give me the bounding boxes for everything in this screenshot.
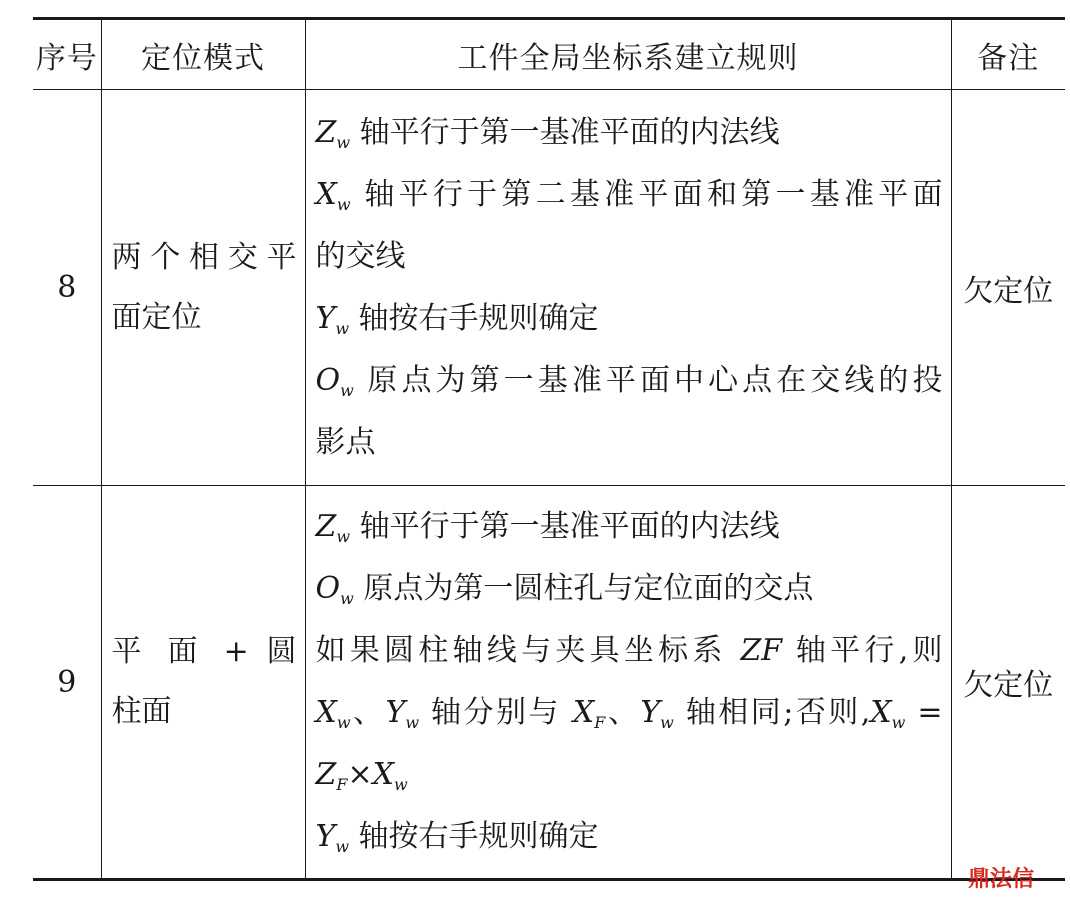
subscript: F	[594, 713, 606, 732]
row-number: 8	[57, 270, 77, 305]
rule-line	[316, 412, 943, 474]
rule-text: 影点	[315, 424, 376, 460]
rule-line	[316, 682, 943, 744]
rule-text: 原点为第一圆柱孔与定位面的交点	[353, 571, 814, 606]
row-mode	[101, 90, 305, 486]
mode-line: 面定位	[111, 299, 202, 335]
rule-text: 轴相同;否则,	[673, 695, 871, 730]
subscript: w	[335, 318, 350, 338]
var: ZF	[740, 633, 783, 668]
subscript: w	[336, 713, 351, 732]
header-note: 备注	[951, 19, 1065, 90]
row-rules	[305, 90, 951, 486]
subscript: w	[393, 775, 408, 794]
subscript: w	[660, 713, 674, 732]
var: X	[315, 176, 337, 212]
subscript: w	[335, 837, 350, 856]
mode-line: 两个相交平	[111, 239, 297, 275]
rule-text: =	[905, 695, 943, 730]
rule-line	[316, 620, 943, 682]
rule-text: 如果圆柱轴线与夹具坐标系	[315, 633, 741, 668]
var: Y	[640, 695, 661, 730]
rule-line	[316, 288, 943, 350]
header-rules: 工件全局坐标系建立规则	[305, 19, 951, 90]
table-container	[33, 17, 1065, 881]
var: Z	[315, 757, 337, 792]
subscript: w	[340, 589, 354, 608]
rule-line	[316, 350, 943, 412]
rule-line	[316, 558, 943, 620]
rule-line	[316, 226, 943, 288]
rule-text: 轴平行于第一基准平面的内法线	[350, 509, 780, 544]
row-number: 9	[57, 664, 77, 700]
subscript: F	[336, 775, 348, 794]
var: X	[572, 695, 595, 730]
rule-text: 轴按右手规则确定	[349, 819, 599, 854]
header-mode: 定位模式	[101, 19, 305, 90]
var: X	[372, 757, 394, 792]
row-note: 欠定位	[951, 486, 1065, 880]
header-row	[33, 19, 1065, 90]
var: O	[315, 362, 341, 398]
rule-text: 轴平行,则	[782, 633, 943, 668]
rule-text: 轴分别与	[419, 695, 573, 730]
var: Z	[315, 114, 337, 150]
rule-line	[316, 102, 943, 164]
rule-text: 轴按右手规则确定	[349, 300, 599, 336]
rule-line	[316, 806, 943, 868]
rule-line	[316, 496, 943, 558]
rule-text: 的交线	[315, 238, 406, 274]
table-row	[33, 90, 1065, 486]
mode-line: 平 面 + 圆	[111, 634, 297, 669]
watermark-logo: 鼎法信	[968, 867, 1035, 892]
var: Y	[315, 300, 336, 336]
rule-line	[316, 744, 943, 806]
rule-text: 、	[605, 695, 641, 730]
rule-text: 轴平行于第一基准平面的内法线	[350, 114, 780, 150]
subscript: w	[405, 713, 420, 732]
subscript: w	[336, 132, 351, 152]
var: Z	[315, 509, 337, 544]
rule-text: 轴平行于第二基准平面和第一基准平面	[350, 176, 943, 212]
var: O	[315, 571, 341, 606]
var: Y	[315, 819, 336, 854]
rule-text: 、	[350, 695, 386, 730]
table-row	[33, 486, 1065, 880]
var: X	[870, 695, 892, 730]
positioning-rules-table	[33, 17, 1065, 881]
subscript: w	[340, 380, 354, 400]
row-note: 欠定位	[951, 90, 1065, 486]
subscript: w	[891, 713, 906, 732]
var: Y	[385, 695, 406, 730]
subscript: w	[336, 527, 351, 546]
rule-text: ×	[347, 757, 373, 792]
var: X	[315, 695, 337, 730]
row-rules	[305, 486, 951, 880]
mode-line: 柱面	[111, 694, 172, 729]
rule-line	[316, 164, 943, 226]
subscript: w	[336, 194, 351, 214]
row-mode	[101, 486, 305, 880]
header-number: 序号	[35, 40, 98, 76]
rule-text: 原点为第一基准平面中心点在交线的投	[353, 362, 943, 398]
